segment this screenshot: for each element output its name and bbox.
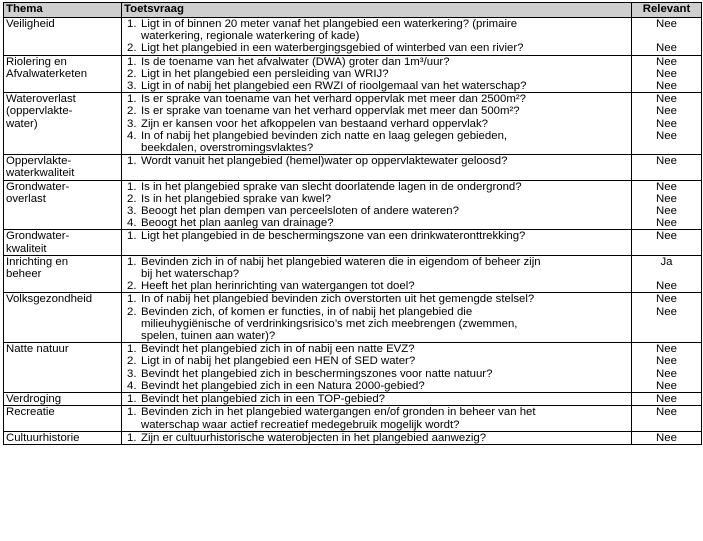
relevant-value: Nee [656, 431, 677, 444]
relevant-value: Nee [656, 205, 677, 218]
relevant-value: Nee [656, 293, 677, 306]
toetsvraag-cell [122, 406, 632, 431]
question-text [141, 80, 629, 92]
question-number: 3. [127, 367, 137, 380]
toetsvraag-cell [122, 55, 632, 93]
relevant-cell [632, 343, 702, 393]
question-item [124, 355, 629, 367]
table-row [4, 180, 702, 230]
question-line: milieuhygiënische of verdrinkingsrisico’s met zich meebrengen (zwemmen, [141, 317, 518, 330]
question-line: beekdalen, overstromingsvlaktes? [141, 142, 314, 155]
table-row [4, 293, 702, 343]
question-item [124, 306, 629, 343]
question-number: 1. [127, 230, 137, 243]
question-line: Ligt het plangebied in een waterbergingsgebied of winterbed van een rivier? [141, 42, 524, 55]
question-item [124, 205, 629, 217]
relevant-cell [632, 230, 702, 255]
question-number: 2. [127, 305, 137, 318]
relevant-cell [632, 406, 702, 431]
question-line: spelen, tuinen aan water)? [141, 330, 276, 343]
table-row [4, 230, 702, 255]
question-text [141, 56, 629, 68]
spacer [632, 30, 701, 42]
relevant-value: Nee [656, 180, 677, 193]
question-number: 2. [127, 280, 137, 293]
question-text [141, 393, 629, 405]
question-text [141, 68, 629, 80]
thema-cell [4, 343, 122, 393]
question-number: 2. [127, 42, 137, 55]
question-text [141, 380, 629, 392]
question-item [124, 393, 629, 405]
question-line: Bevinden zich in het plangebied watergangen en/of gronden in beheer van het [141, 406, 536, 419]
relevant-value: Nee [656, 80, 677, 93]
question-line: waterschap waar actief recreatief medegebruik mogelijk wordt? [141, 418, 460, 431]
relevant-value: Nee [656, 355, 677, 368]
question-item [124, 432, 629, 444]
question-text [141, 368, 629, 380]
question-number: 4. [127, 217, 137, 230]
relevant-value: Nee [656, 230, 677, 243]
question-text [141, 181, 629, 193]
table-row [4, 93, 702, 155]
thema-cell [4, 255, 122, 293]
question-line: Bevindt het plangebied zich in beschermingszones voor natte natuur? [141, 367, 493, 380]
thema-line: Wateroverlast [6, 93, 76, 106]
thema-line: Grondwater- [6, 230, 70, 243]
thema-line: waterkwaliteit [6, 167, 75, 180]
relevant-value: Nee [656, 217, 677, 230]
question-number: 1. [127, 180, 137, 193]
thema-line: Cultuurhistorie [6, 431, 80, 444]
question-item [124, 18, 629, 42]
question-number: 4. [127, 129, 137, 142]
question-item [124, 68, 629, 80]
question-line: Is in het plangebied sprake van kwel? [141, 192, 331, 205]
question-line: In of nabij het plangebied bevinden zich overstorten uit het gemengde stelsel? [141, 293, 535, 306]
thema-cell [4, 155, 122, 180]
thema-line: water) [6, 117, 38, 130]
question-item [124, 193, 629, 205]
question-line: Bevinden zich, of komen er functies, in of nabij het plangebied die [141, 305, 473, 318]
question-number: 3. [127, 205, 137, 218]
toetsvraag-cell [122, 18, 632, 56]
table-row [4, 431, 702, 444]
question-item [124, 406, 629, 430]
question-text [141, 293, 629, 305]
question-number: 3. [127, 117, 137, 130]
toetsvraag-cell [122, 230, 632, 255]
question-text [141, 355, 629, 367]
relevant-value: Nee [656, 105, 677, 118]
question-line: Is er sprake van toename van het verhard oppervlak met meer dan 500m²? [141, 105, 520, 118]
relevant-value: Nee [656, 129, 677, 142]
table-row [4, 406, 702, 431]
question-line: Wordt vanuit het plangebied (hemel)water op oppervlaktewater geloosd? [141, 155, 508, 168]
relevant-value: Nee [656, 280, 677, 293]
table-row [4, 18, 702, 56]
question-item [124, 380, 629, 392]
question-text [141, 280, 629, 292]
question-text [141, 343, 629, 355]
question-text [141, 130, 629, 154]
question-text [141, 93, 629, 105]
question-text [141, 155, 629, 167]
thema-cell [4, 393, 122, 406]
thema-cell [4, 431, 122, 444]
thema-line: overlast [6, 192, 46, 205]
question-text [141, 205, 629, 217]
spacer [632, 318, 701, 330]
question-text [141, 105, 629, 117]
question-text [141, 230, 629, 242]
relevant-value: Nee [656, 406, 677, 419]
question-line: Beoogt het plan aanleg van drainage? [141, 217, 334, 230]
question-line: Is de toename van het afvalwater (DWA) groter dan 1m³/uur? [141, 55, 450, 68]
relevant-cell [632, 393, 702, 406]
question-text [141, 306, 629, 343]
question-number: 2. [127, 192, 137, 205]
question-number: 1. [127, 293, 137, 306]
thema-line: kwaliteit [6, 242, 47, 255]
thema-line: Riolering en [6, 55, 67, 68]
question-number: 1. [127, 343, 137, 356]
relevant-value: Ja [660, 255, 673, 268]
question-line: bij het waterschap? [141, 268, 240, 281]
question-item [124, 80, 629, 92]
thema-cell [4, 18, 122, 56]
thema-line: Inrichting en [6, 255, 69, 268]
spacer [632, 268, 701, 280]
question-text [141, 42, 629, 54]
relevant-cell [632, 18, 702, 56]
question-item [124, 118, 629, 130]
question-item [124, 105, 629, 117]
question-line: In of nabij het plangebied bevinden zich natte en laag gelegen gebieden, [141, 129, 508, 142]
question-line: Is er sprake van toename van het verhard oppervlak met meer dan 2500m²? [141, 93, 526, 106]
question-line: Ligt in of nabij het plangebied een RWZI of rioolgemaal van het waterschap? [141, 80, 527, 93]
question-text [141, 217, 629, 229]
relevant-value: Nee [656, 393, 677, 406]
spacer [632, 330, 701, 342]
header-thema: Thema [4, 3, 122, 18]
thema-line: Oppervlakte- [6, 155, 72, 168]
question-item [124, 93, 629, 105]
question-number: 4. [127, 379, 137, 392]
toetsvragen-table [3, 2, 702, 445]
relevant-cell [632, 55, 702, 93]
question-line: Is in het plangebied sprake van slecht doorlatende lagen in de ondergrond? [141, 180, 522, 193]
header-relevant: Relevant [632, 3, 702, 18]
question-item [124, 217, 629, 229]
question-item [124, 368, 629, 380]
question-item [124, 256, 629, 280]
relevant-value: Nee [656, 155, 677, 168]
question-text [141, 256, 629, 280]
thema-line: Grondwater- [6, 180, 70, 193]
question-line: Bevinden zich in of nabij het plangebied wateren die in eigendom of beheer zijn [141, 255, 541, 268]
question-line: Ligt in of binnen 20 meter vanaf het plangebied een waterkering? (primaire [141, 18, 518, 30]
relevant-cell [632, 255, 702, 293]
question-line: Bevindt het plangebied zich in een TOP-gebied? [141, 393, 386, 406]
question-number: 1. [127, 255, 137, 268]
question-line: Heeft het plan herinrichting van watergangen tot doel? [141, 280, 415, 293]
thema-line: Volksgezondheid [6, 293, 93, 306]
toetsvraag-cell [122, 255, 632, 293]
question-item [124, 293, 629, 305]
question-line: Ligt in het plangebied een persleiding van WRIJ? [141, 67, 389, 80]
relevant-value: Nee [656, 192, 677, 205]
toetsvraag-cell [122, 431, 632, 444]
question-number: 1. [127, 155, 137, 168]
relevant-value: Nee [656, 343, 677, 356]
thema-cell [4, 230, 122, 255]
question-item [124, 181, 629, 193]
question-text [141, 406, 629, 430]
question-line: Bevindt het plangebied zich in of nabij een natte EVZ? [141, 343, 415, 356]
question-item [124, 230, 629, 242]
relevant-cell [632, 93, 702, 155]
thema-cell [4, 406, 122, 431]
table-row [4, 255, 702, 293]
question-line: Bevindt het plangebied zich in een Natura 2000-gebied? [141, 379, 425, 392]
toetsvraag-cell [122, 180, 632, 230]
header-toetsvraag: Toetsvraag [122, 3, 632, 18]
question-line: Ligt in of nabij het plangebied een HEN of SED water? [141, 355, 416, 368]
header-row [4, 3, 702, 18]
thema-line: Veiligheid [6, 18, 55, 30]
question-line: waterkering, regionale waterkering of kade) [141, 30, 360, 43]
question-number: 1. [127, 406, 137, 419]
relevant-cell [632, 155, 702, 180]
question-number: 1. [127, 431, 137, 444]
question-number: 2. [127, 67, 137, 80]
toetsvraag-cell [122, 293, 632, 343]
thema-cell [4, 293, 122, 343]
question-line: Ligt het plangebied in de beschermingszone van een drinkwateronttrekking? [141, 230, 526, 243]
thema-line: Verdroging [6, 393, 62, 406]
question-item [124, 155, 629, 167]
spacer [632, 142, 701, 154]
toetsvraag-cell [122, 93, 632, 155]
question-number: 3. [127, 80, 137, 93]
question-text [141, 193, 629, 205]
relevant-value: Nee [656, 55, 677, 68]
thema-cell [4, 55, 122, 93]
table-row [4, 155, 702, 180]
relevant-cell [632, 293, 702, 343]
thema-cell [4, 180, 122, 230]
question-text [141, 118, 629, 130]
table-row [4, 343, 702, 393]
toetsvraag-cell [122, 393, 632, 406]
question-number: 1. [127, 93, 137, 106]
question-number: 2. [127, 105, 137, 118]
thema-cell [4, 93, 122, 155]
question-number: 2. [127, 355, 137, 368]
question-line: Zijn er kansen voor het afkoppelen van bestaand verhard oppervlak? [141, 117, 489, 130]
toetsvraag-cell [122, 343, 632, 393]
relevant-value: Nee [656, 67, 677, 80]
relevant-value: Nee [656, 305, 677, 318]
relevant-cell [632, 431, 702, 444]
question-text [141, 18, 629, 42]
relevant-value: Nee [656, 117, 677, 130]
question-number: 1. [127, 55, 137, 68]
spacer [632, 419, 701, 431]
question-number: 1. [127, 393, 137, 406]
relevant-value: Nee [656, 18, 677, 30]
table-row [4, 55, 702, 93]
question-item [124, 130, 629, 154]
thema-line: Afvalwaterketen [6, 67, 88, 80]
question-item [124, 343, 629, 355]
toetsvraag-cell [122, 155, 632, 180]
question-line: Zijn er cultuurhistorische waterobjecten in het plangebied aanwezig? [141, 431, 487, 444]
thema-line: (oppervlakte- [6, 105, 73, 118]
relevant-value: Nee [656, 42, 677, 55]
question-item [124, 56, 629, 68]
table-row [4, 393, 702, 406]
relevant-value: Nee [656, 379, 677, 392]
thema-line: Recreatie [6, 406, 55, 419]
thema-line: beheer [6, 268, 42, 281]
relevant-value: Nee [656, 367, 677, 380]
thema-line: Natte natuur [6, 343, 69, 356]
question-number: 1. [127, 18, 137, 30]
relevant-cell [632, 180, 702, 230]
question-line: Beoogt het plan dempen van perceelsloten of andere wateren? [141, 205, 459, 218]
question-text [141, 432, 629, 444]
relevant-value: Nee [656, 93, 677, 106]
question-item [124, 280, 629, 292]
question-item [124, 42, 629, 54]
